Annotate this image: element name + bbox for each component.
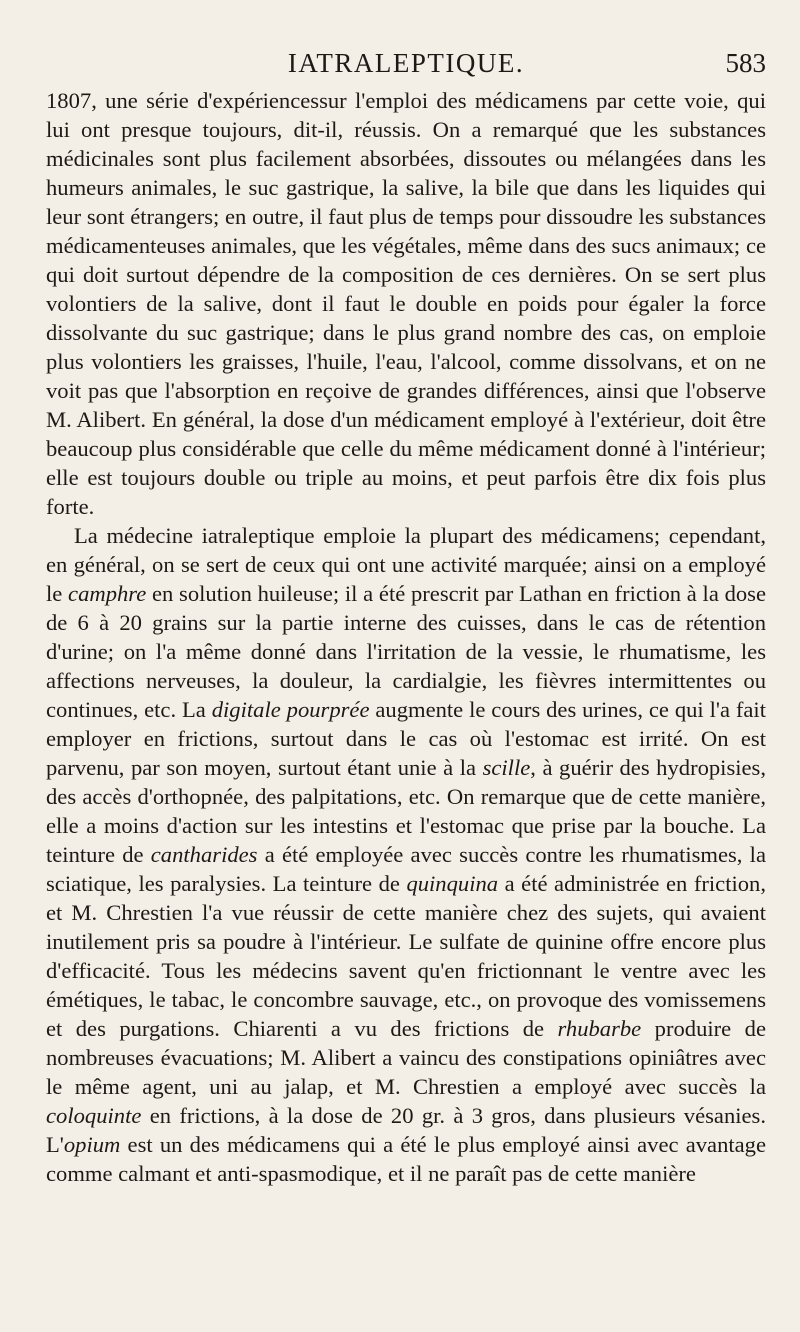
italic-term-rhubarbe: rhubarbe [557, 1016, 642, 1041]
text-run: , à guérir des hydropisies, des accès d'orthopnée, des palpitations, etc. On remarque que de cette manière, elle a moins d'action sur les intestins et l'estomac que prise par la bouche. La teinture de [46, 755, 766, 867]
paragraph-2 [46, 521, 766, 1188]
italic-term-coloquinte: coloquinte [46, 1103, 142, 1128]
page-header [46, 48, 766, 86]
italic-term-digitale: digitale pourprée [211, 697, 370, 722]
paragraph-1: 1807, une série d'expériencessur l'emploi des médicamens par cette voie, qui lui ont presque toujours, dit-il, réussis. On a remarqué que les substances médicinales sont plus facilement absorbées, dissoutes ou mélangées dans les humeurs animales, le suc gastrique, la salive, la bile que dans les liquides qui leur sont étrangers; en outre, il faut plus de temps pour dissoudre les substances médicamenteuses animales, que les végétales, même dans des sucs animaux; ce qui doit surtout dépendre de la composition de ces dernières. On se sert plus volontiers de la salive, dont il faut le double en poids pour égaler la force dissolvante du suc gastrique; dans le plus grand nombre des cas, on emploie plus volontiers les graisses, l'huile, l'eau, l'alcool, comme dissolvans, et on ne voit pas que l'absorption en reçoive de grandes différences, ainsi que l'observe M. Alibert. En général, la dose d'un médicament employé à l'extérieur, doit être beaucoup plus considérable que celle du même médicament donné à l'intérieur; elle est toujours double ou triple au moins, et peut parfois être dix fois plus forte. [46, 88, 766, 519]
italic-term-scille: scille [482, 755, 531, 780]
page-number: 583 [725, 48, 766, 78]
italic-term-cantharides: cantharides [150, 842, 258, 867]
text-run: en solution huileuse; il a été prescrit par Lathan en friction à la dose de 6 à 20 grains sur la partie interne des cuisses, dans le cas de rétention d'urine; on l'a même donné dans l'irritation de la vessie, le rhumatisme, les affections nerveuses, la douleur, la cardialgie, les fièvres intermittentes ou continues, etc. La [46, 581, 766, 722]
italic-term-quinquina: quinquina [406, 871, 499, 896]
text-run: est un des médicamens qui a été le plus employé ainsi avec avantage comme calmant et anti-spasmodique, et il ne paraît pas de cette manière [46, 1132, 766, 1186]
italic-term-camphre: camphre [68, 581, 147, 606]
text-run: produire de nombreuses évacuations; M. Alibert a vaincu des constipations opiniâtres avec le même agent, uni au jalap, et M. Chrestien a employé avec succès la [46, 1016, 766, 1099]
text-run: a été employée avec succès contre les rhumatismes, la sciatique, les paralysies. La teinture de [46, 842, 766, 896]
text-run: a été administrée en friction, et M. Chrestien l'a vue réussir de cette manière chez des sujets, qui avaient inutilement pris sa poudre à l'intérieur. Le sulfate de quinine offre encore plus d'efficacité. Tous les médecins savent qu'en frictionnant le ventre avec les émétiques, le tabac, le concombre sauvage, etc., on provoque des vomissemens et des purgations. Chiarenti a vu des frictions de [46, 871, 767, 1041]
italic-term-opium: opium [63, 1132, 121, 1157]
text-run: en frictions, à la dose de 20 gr. à 3 gros, dans plusieurs vésanies. L' [46, 1103, 766, 1157]
text-run: augmente le cours des urines, ce qui l'a fait employer en frictions, surtout dans le cas où l'estomac est irrité. On est parvenu, par son moyen, surtout étant unie à la [46, 697, 766, 780]
text-run: La médecine iatraleptique emploie la plupart des médicamens; cependant, en général, on se sert de ceux qui ont une activité marquée; ainsi on a employé le [46, 523, 766, 606]
running-title: IATRALEPTIQUE. [287, 48, 525, 78]
